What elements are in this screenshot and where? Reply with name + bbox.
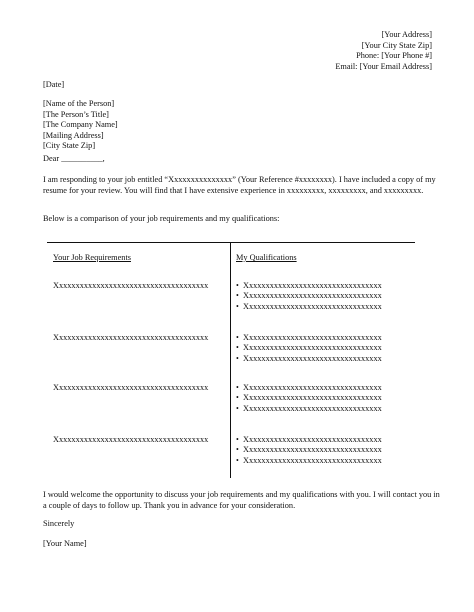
qualification-item: • Xxxxxxxxxxxxxxxxxxxxxxxxxxxxxxxxx [236,393,382,403]
qualification-list-4 [236,435,382,466]
qualification-list-1 [236,281,382,312]
requirement-row-4: Xxxxxxxxxxxxxxxxxxxxxxxxxxxxxxxxxxxxx [53,435,209,444]
requirement-row-1: Xxxxxxxxxxxxxxxxxxxxxxxxxxxxxxxxxxxxx [53,281,209,290]
comparison-intro-paragraph: Below is a comparison of your job requirements and my qualifications: [43,214,280,223]
recipient-mailing-address: [Mailing Address] [43,130,104,140]
sender-email: Email: [Your Email Address] [335,61,432,71]
bullet-icon: • [236,281,239,290]
bullet-icon: • [236,435,239,444]
table-column-divider [230,243,231,478]
recipient-company: [The Company Name] [43,120,118,130]
bullet-icon: • [236,403,239,413]
bullet-icon: • [236,383,239,392]
bullet-icon: • [236,301,239,311]
bullet-icon: • [236,455,239,465]
bullet-icon: • [236,353,239,363]
recipient-block [43,99,118,152]
qualification-item: • Xxxxxxxxxxxxxxxxxxxxxxxxxxxxxxxxx [236,445,382,455]
requirement-row-3: Xxxxxxxxxxxxxxxxxxxxxxxxxxxxxxxxxxxxx [53,383,209,392]
letter-date: [Date] [43,80,65,89]
closing-paragraph: I would welcome the opportunity to discuss your job requirements and my qualifications with you. I will contact you in a couple of days to follow up. Thank you in advance for your consideration. [43,490,440,510]
qualification-item: • Xxxxxxxxxxxxxxxxxxxxxxxxxxxxxxxxx [236,343,382,353]
qualification-item: • Xxxxxxxxxxxxxxxxxxxxxxxxxxxxxxxxx [236,281,382,290]
qualification-item: • Xxxxxxxxxxxxxxxxxxxxxxxxxxxxxxxxx [236,435,382,444]
qualification-item: • Xxxxxxxxxxxxxxxxxxxxxxxxxxxxxxxxx [236,403,382,413]
bullet-icon: • [236,343,239,353]
qualification-item: • Xxxxxxxxxxxxxxxxxxxxxxxxxxxxxxxxx [236,301,382,311]
salutation: Dear __________, [43,154,105,163]
sender-phone: Phone: [Your Phone #] [356,51,432,61]
recipient-city-state-zip: [City State Zip] [43,141,96,151]
sender-address: [Your Address] [381,30,432,39]
sender-city-state-zip: [Your City State Zip] [361,40,432,50]
qualification-item: • Xxxxxxxxxxxxxxxxxxxxxxxxxxxxxxxxx [236,353,382,363]
qualification-item: • Xxxxxxxxxxxxxxxxxxxxxxxxxxxxxxxxx [236,455,382,465]
qualification-list-3 [236,383,382,414]
comparison-table [47,242,415,478]
bullet-icon: • [236,291,239,301]
qualifications-header: My Qualifications [236,253,297,262]
recipient-name: [Name of the Person] [43,99,115,108]
signature-name: [Your Name] [43,539,87,548]
sender-block [335,30,432,72]
bullet-icon: • [236,393,239,403]
bullet-icon: • [236,445,239,455]
closing-line: Sincerely [43,519,75,528]
qualification-list-2 [236,333,382,364]
qualification-item: • Xxxxxxxxxxxxxxxxxxxxxxxxxxxxxxxxx [236,291,382,301]
bullet-icon: • [236,333,239,342]
intro-paragraph: I am responding to your job entitled “Xxxxxxxxxxxxxxx” (Your Reference #xxxxxxxx). I have included a copy of my resume for your review. You will find that I have extensive experience in xxxxxxxxx, xxxxxxxxx, and xxxxxxxxx. [43,175,436,195]
recipient-title: [The Person’s Title] [43,109,109,119]
qualification-item: • Xxxxxxxxxxxxxxxxxxxxxxxxxxxxxxxxx [236,333,382,342]
qualification-item: • Xxxxxxxxxxxxxxxxxxxxxxxxxxxxxxxxx [236,383,382,392]
requirement-row-2: Xxxxxxxxxxxxxxxxxxxxxxxxxxxxxxxxxxxxx [53,333,209,342]
job-requirements-header: Your Job Requirements [53,253,131,262]
